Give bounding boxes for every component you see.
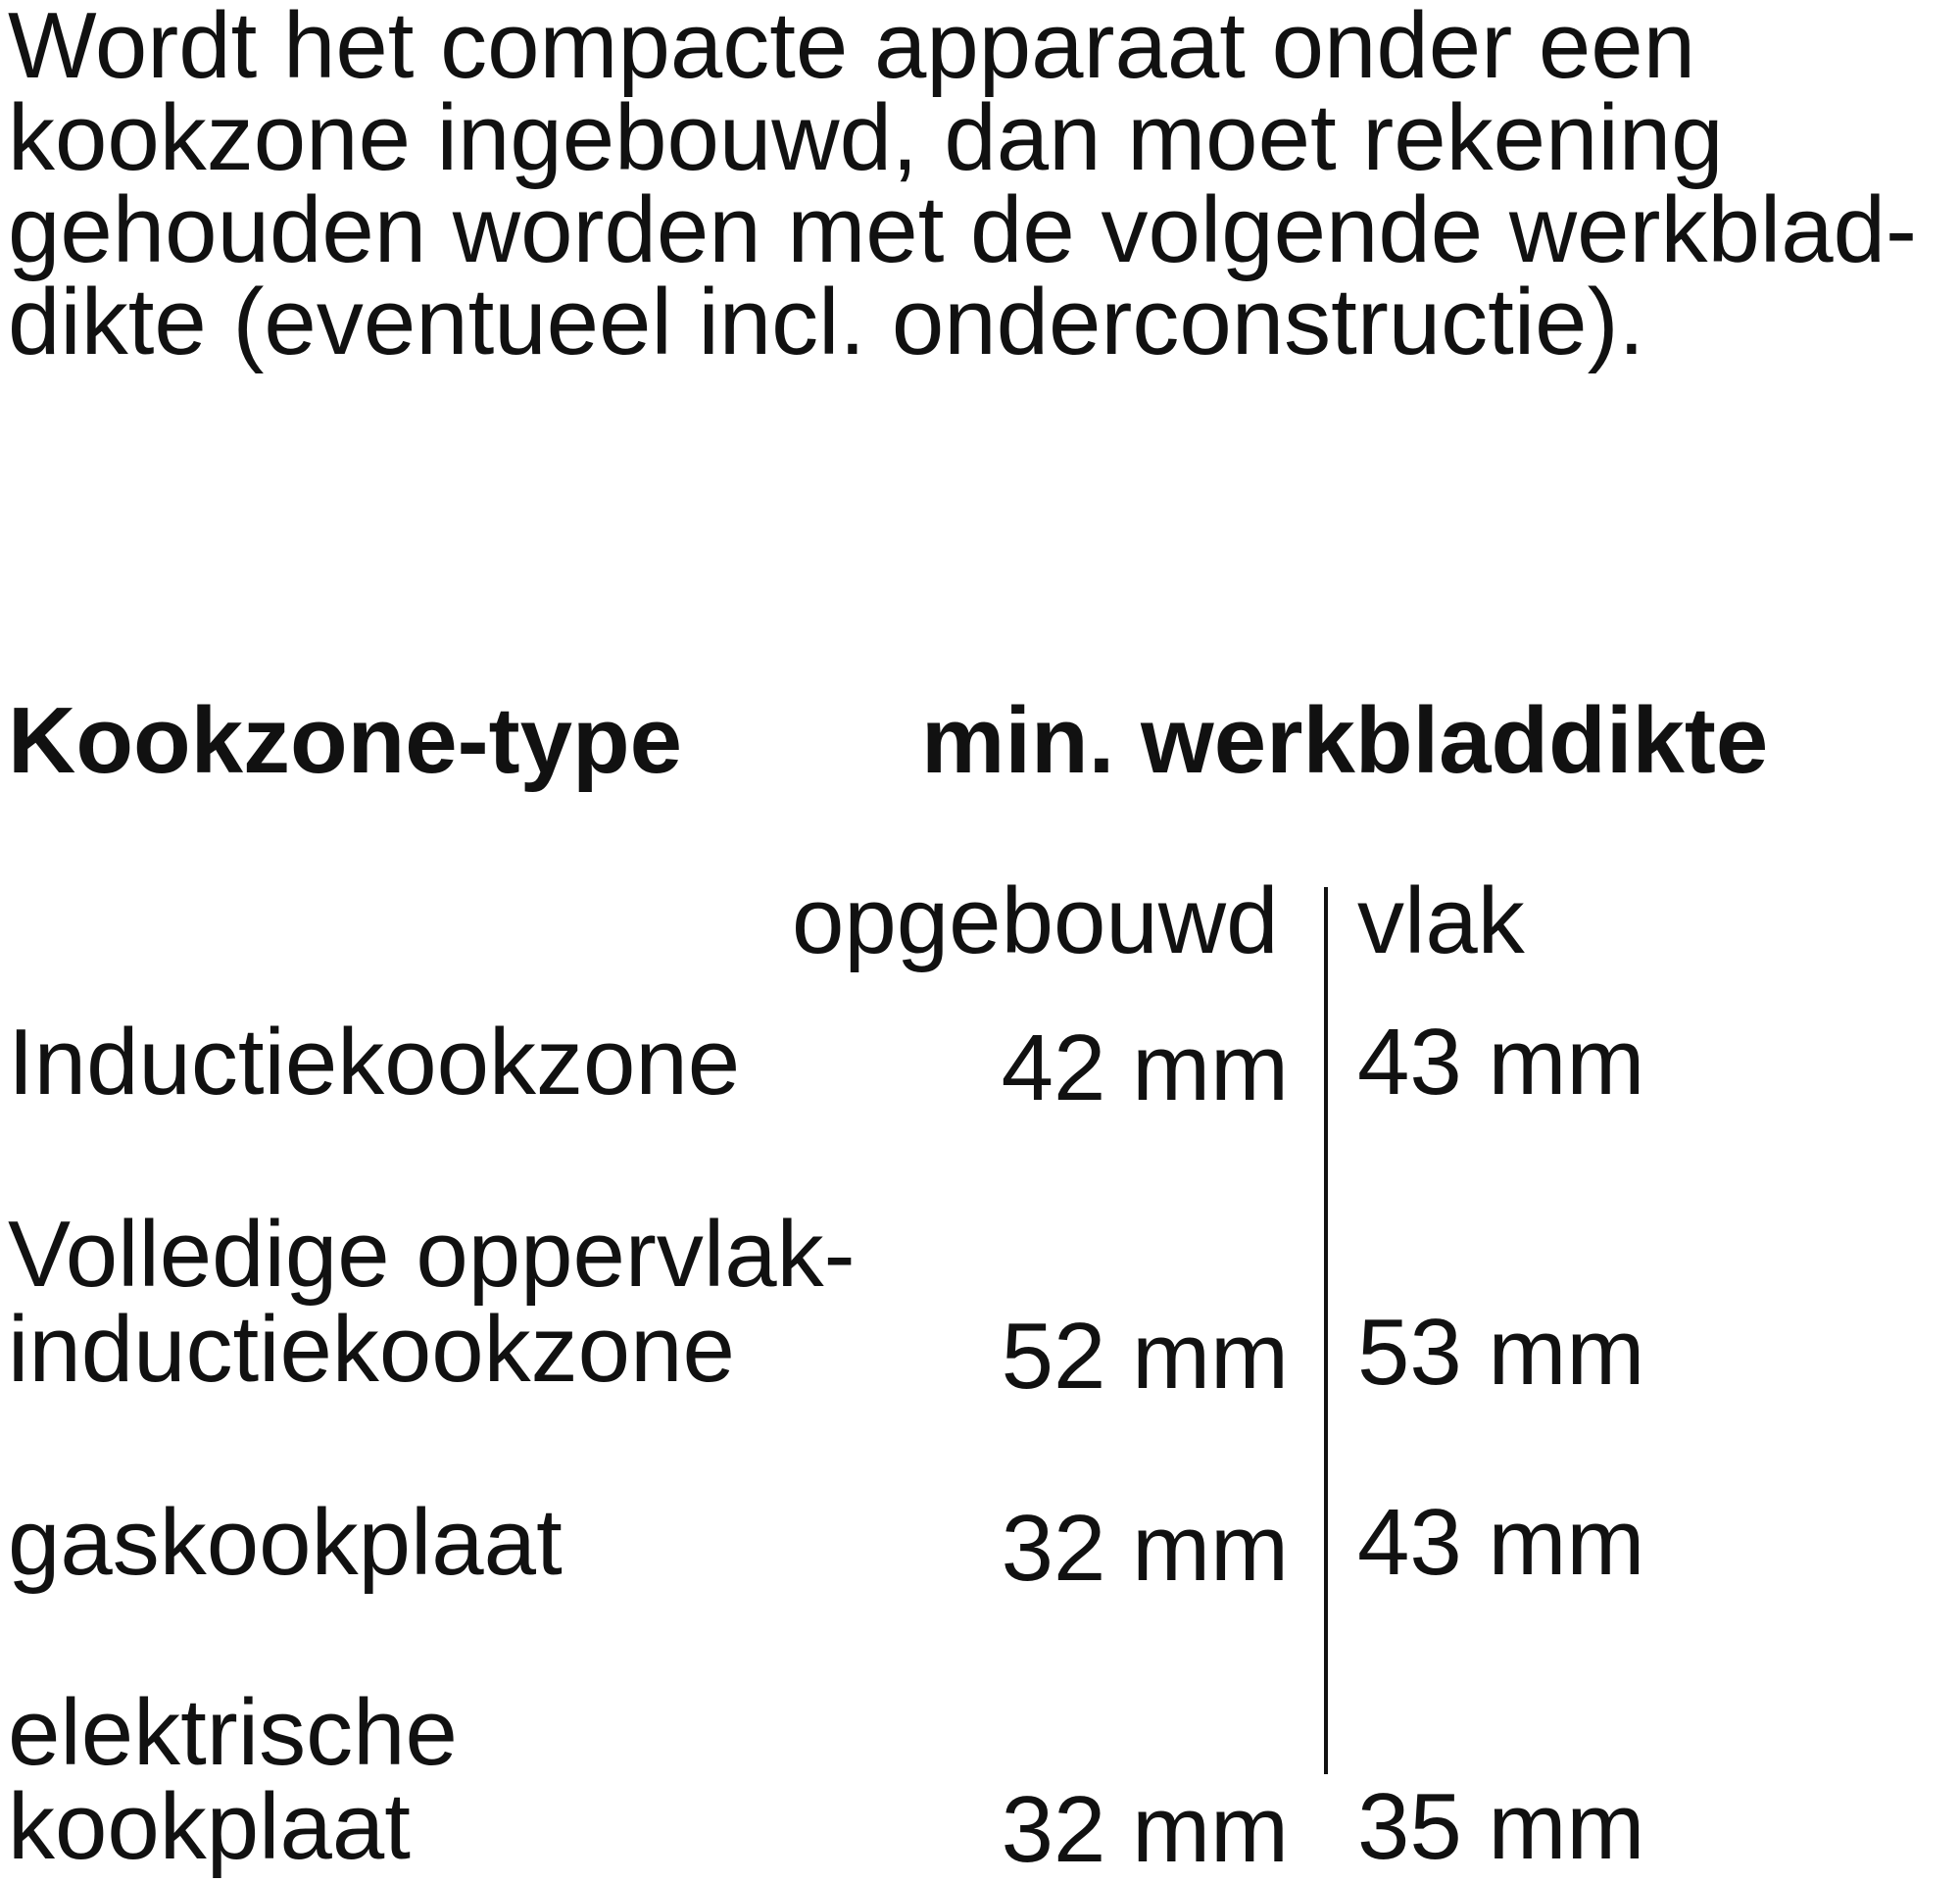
row-value-vlak: 43 mm: [1357, 1010, 1645, 1114]
column-divider: [1324, 887, 1328, 1774]
row-value-opgebouwd: 32 mm: [1001, 1496, 1289, 1601]
row-value-opgebouwd: 52 mm: [1001, 1304, 1289, 1409]
column-header-kookzone-type: Kookzone-type: [8, 688, 683, 793]
intro-line: gehouden worden met de volgende werkblad-: [8, 177, 1917, 282]
intro-line: Wordt het compacte apparaat onder een: [8, 0, 1695, 98]
row-type-gaskookplaat: gaskookplaat: [8, 1490, 563, 1595]
row-type-volledige-oppervlak: Volledige oppervlak-: [8, 1202, 856, 1307]
row-value-opgebouwd: 42 mm: [1001, 1015, 1289, 1120]
intro-line: kookzone ingebouwd, dan moet rekening: [8, 85, 1724, 190]
row-value-opgebouwd: 32 mm: [1001, 1777, 1289, 1882]
row-type-inductiekookzone: Inductiekookzone: [8, 1010, 741, 1114]
row-value-vlak: 43 mm: [1357, 1490, 1645, 1595]
row-value-vlak: 35 mm: [1357, 1774, 1645, 1879]
row-value-vlak: 53 mm: [1357, 1300, 1645, 1405]
row-type-elektrische: elektrische: [8, 1680, 458, 1785]
intro-line: dikte (eventueel incl. onderconstructie).: [8, 270, 1645, 374]
subheader-vlak: vlak: [1357, 868, 1525, 973]
intro-paragraph: [8, 0, 1958, 374]
row-type-elektrische-2: kookplaat: [8, 1774, 411, 1879]
subheader-opgebouwd: opgebouwd: [792, 868, 1279, 973]
row-type-volledige-oppervlak-2: inductiekookzone: [8, 1297, 735, 1402]
column-header-min-werkbladdikte: min. werkbladdikte: [921, 688, 1769, 793]
